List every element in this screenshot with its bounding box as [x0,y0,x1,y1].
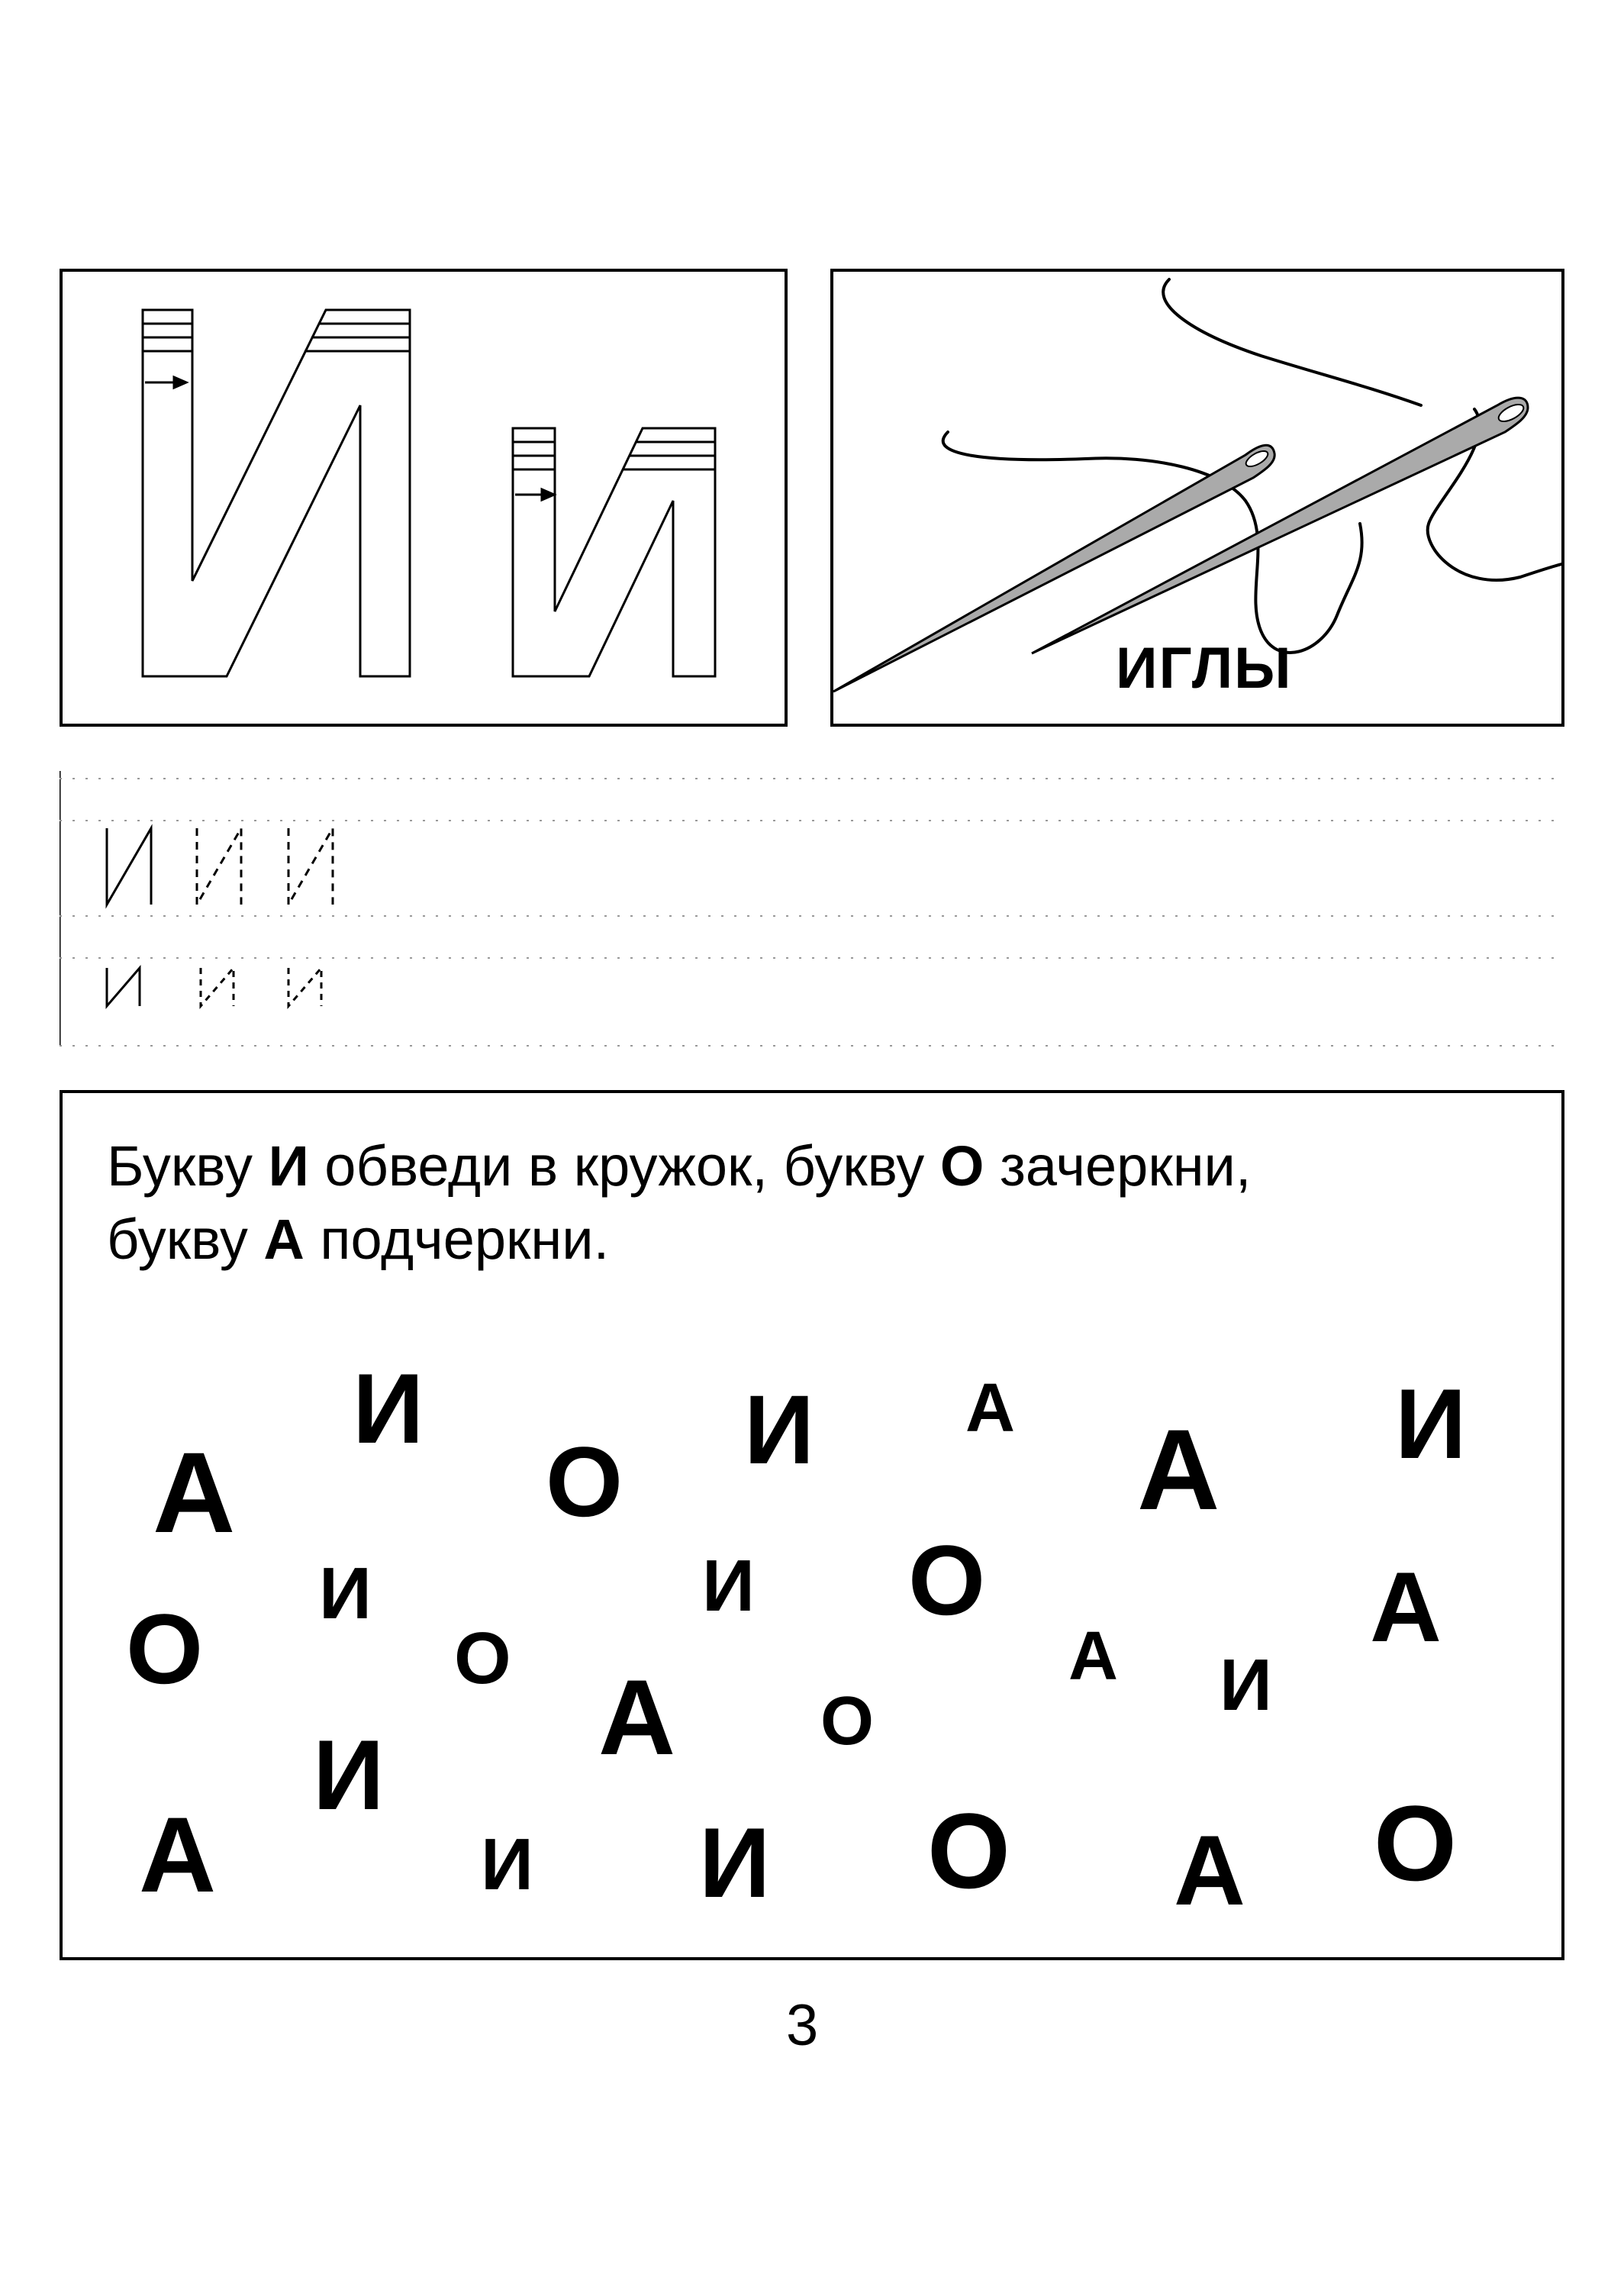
letter-item[interactable]: И [744,1376,814,1485]
letter-item[interactable]: А [1137,1405,1220,1534]
page-number: 3 [786,1993,819,2058]
needle-icon [1032,398,1528,653]
letter-item[interactable]: А [139,1795,217,1914]
letter-item[interactable]: А [598,1657,676,1777]
picture-word-label: ИГЛЫ [1116,636,1293,701]
letter-item[interactable]: О [454,1618,511,1699]
letter-item[interactable]: И [353,1353,424,1464]
letter-item[interactable]: И [481,1824,533,1905]
letter-item[interactable]: О [126,1593,204,1705]
letter-item[interactable]: О [820,1683,875,1759]
needles-picture-box [830,269,1564,727]
letter-item[interactable]: О [546,1426,624,1537]
letter-item[interactable]: И [1395,1368,1467,1479]
instruction-text: Букву И обведи в кружок, букву О зачеркни, букву А подчеркни. [107,1134,1252,1271]
letter-item[interactable]: О [1374,1783,1457,1903]
letter-item[interactable]: А [1068,1618,1118,1695]
letter-item[interactable]: И [699,1807,771,1918]
outlined-letters-i [63,272,785,724]
tracing-lines [60,763,1564,1053]
letter-item[interactable]: И [313,1719,385,1830]
letter-item[interactable]: А [1370,1551,1442,1663]
letter-item[interactable]: А [1174,1814,1245,1926]
letter-item[interactable]: И [319,1553,372,1634]
letter-item[interactable]: А [153,1428,236,1556]
tracing-area [60,763,1564,1053]
letter-model-box [60,269,788,727]
letter-item[interactable]: А [965,1370,1015,1447]
letter-item[interactable]: И [1220,1644,1272,1726]
letter-item[interactable]: О [927,1791,1010,1911]
letter-item[interactable]: И [702,1545,755,1627]
letter-item[interactable]: О [908,1524,986,1636]
